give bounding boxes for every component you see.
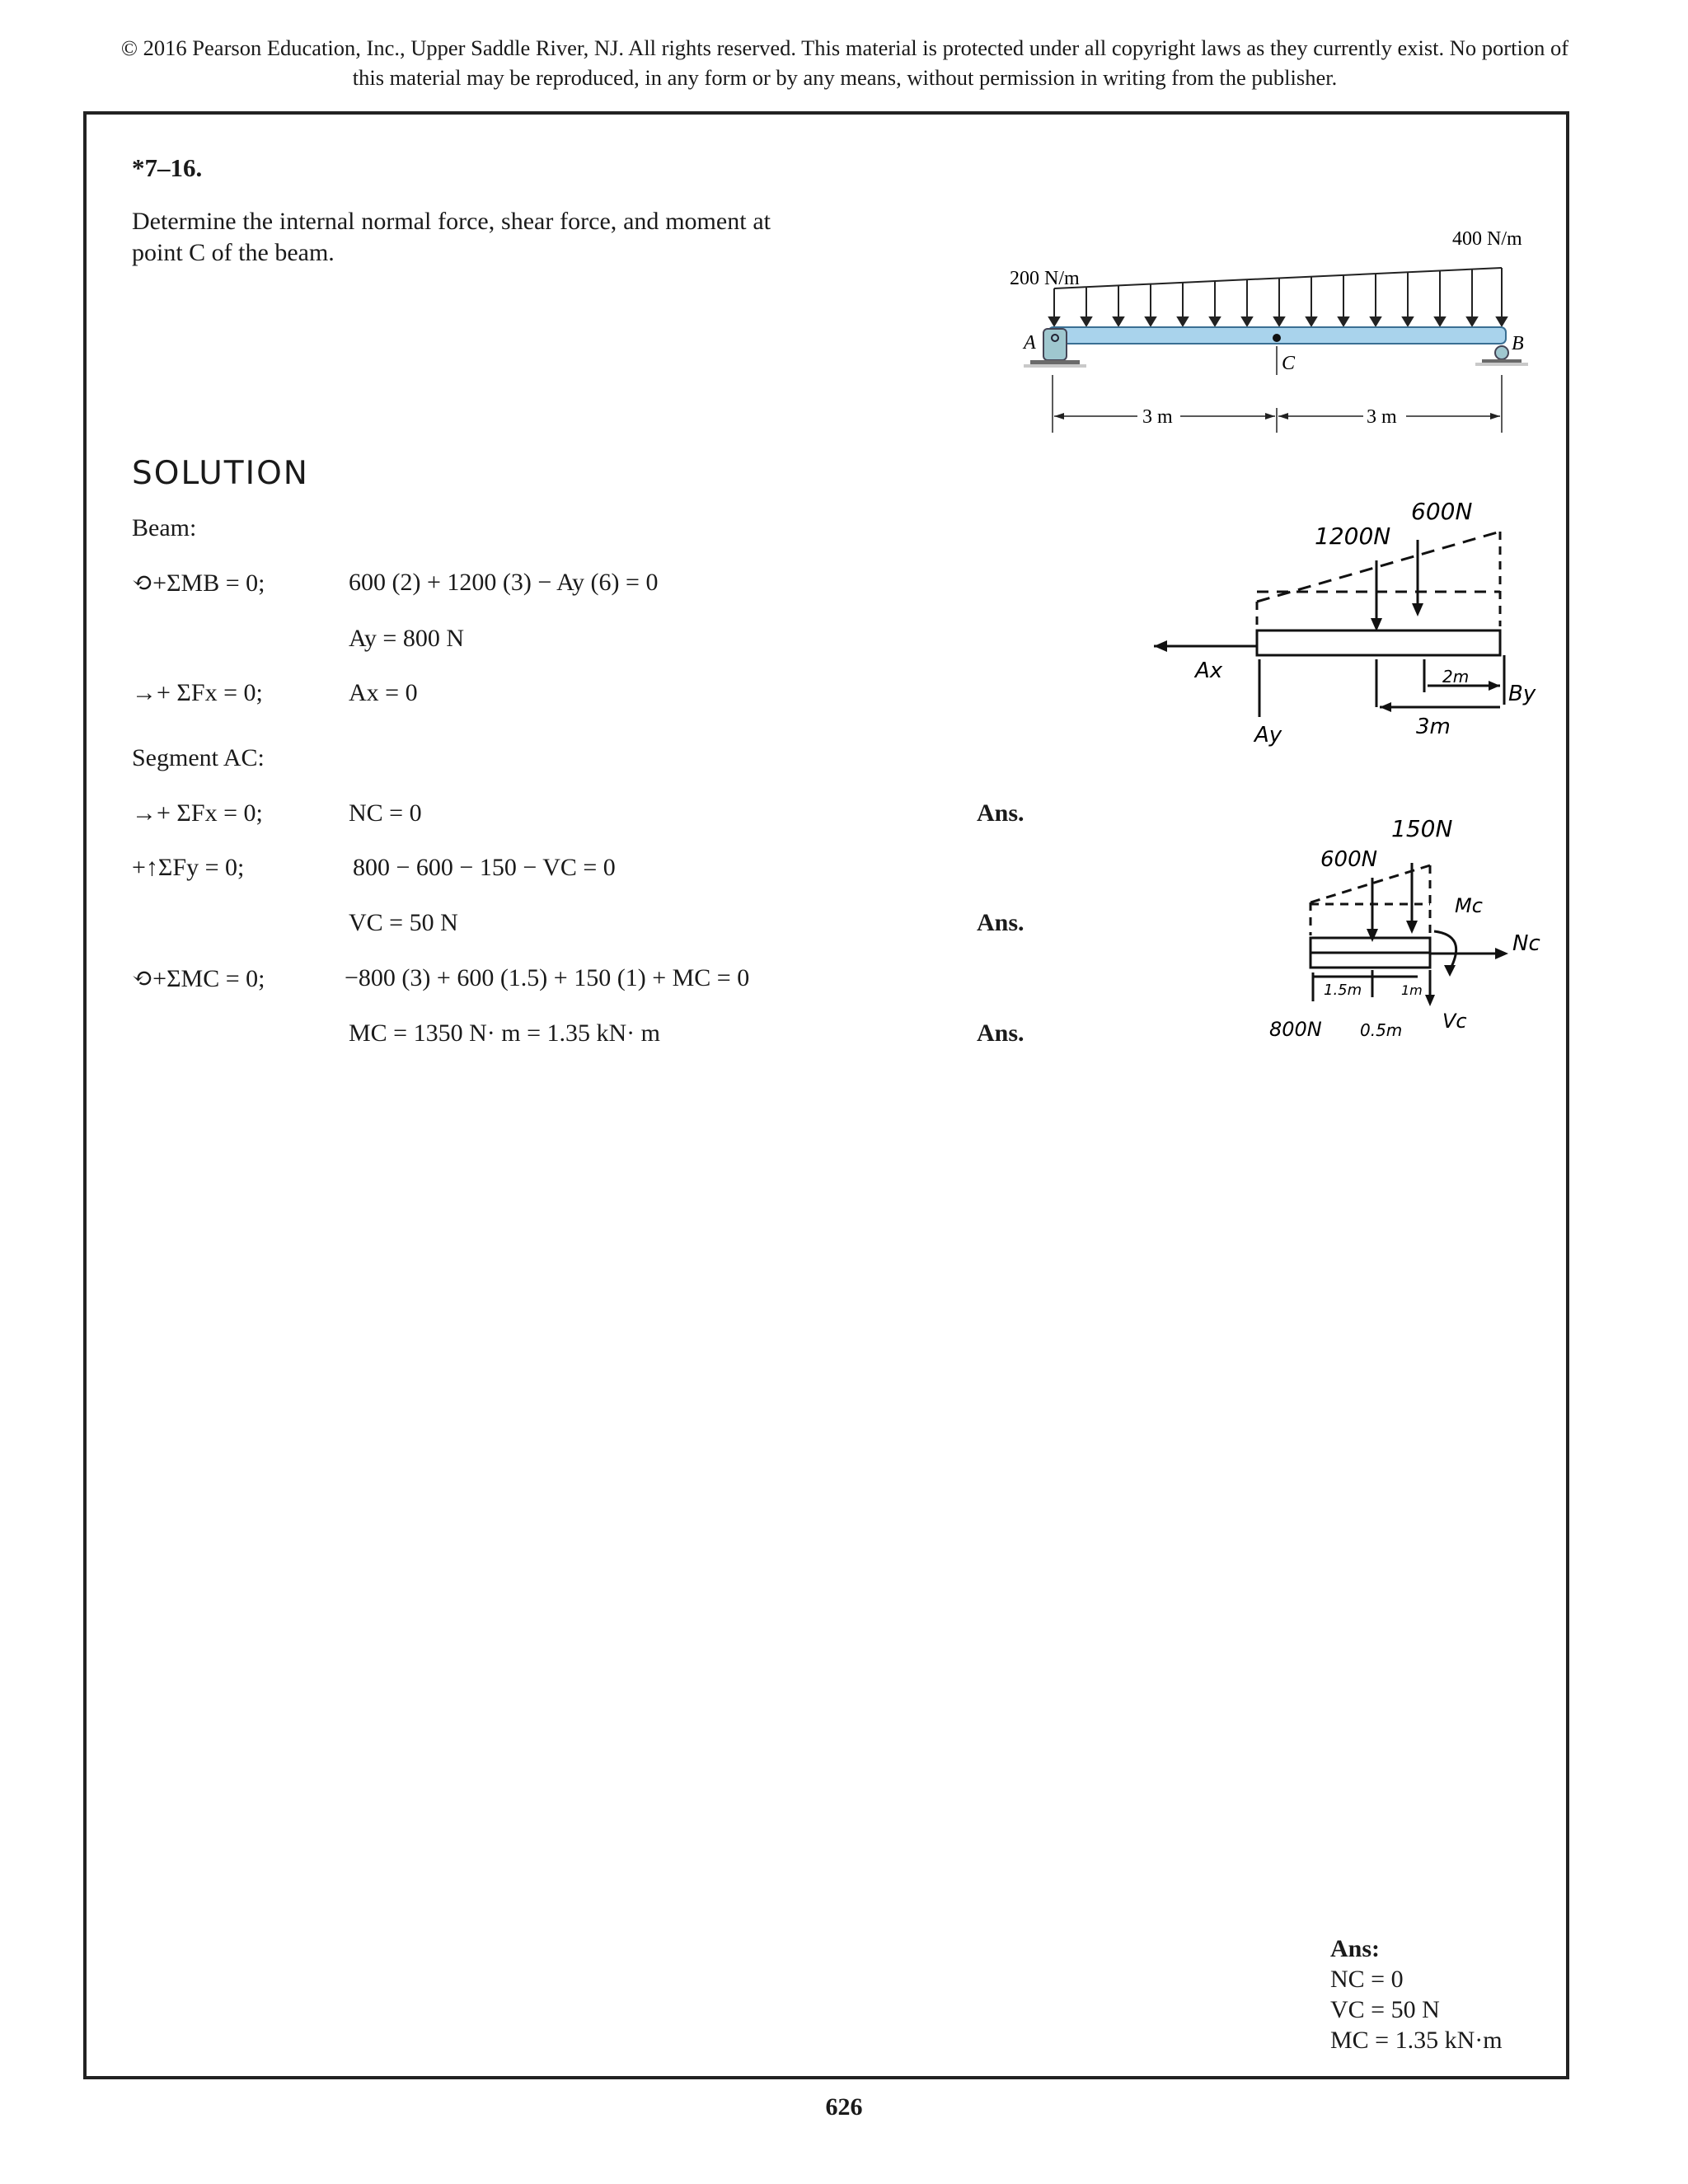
load-right-label: 400 N/m bbox=[1452, 228, 1522, 250]
condition-sum-mc: ⟲+ΣMC = 0; bbox=[132, 965, 265, 992]
label-a: A bbox=[1024, 332, 1036, 354]
result-nc: NC = 0 bbox=[349, 799, 422, 827]
result-ay: Ay = 800 N bbox=[349, 625, 464, 652]
equation-moment-b: 600 (2) + 1200 (3) − Ay (6) = 0 bbox=[349, 569, 659, 596]
final-answers-heading: Ans: bbox=[1330, 1935, 1381, 1962]
point-c bbox=[1273, 334, 1281, 342]
sketch2-dim-1-5m: 1.5m bbox=[1324, 982, 1362, 999]
load-arrows bbox=[1049, 268, 1507, 326]
dim-left: 3 m bbox=[1142, 406, 1173, 428]
beam-label: Beam: bbox=[132, 514, 197, 541]
final-answer-nc: NC = 0 bbox=[1330, 1966, 1404, 1993]
condition-sum-fy: +↑ΣFy = 0; bbox=[132, 854, 245, 881]
final-answers bbox=[1330, 1933, 1503, 2055]
problem-statement: Determine the internal normal force, shear force, and moment at point C of the beam. bbox=[132, 208, 771, 266]
sketch2-force-600: 600N bbox=[1320, 847, 1378, 872]
copyright-notice: © 2016 Pearson Education, Inc., Upper Saddle River, NJ. All rights reserved. This material is protected under all copyright laws as they currently exist. No portion of this material may be reproduced, in any form or by any means, without permission in writing from the publisher. bbox=[120, 35, 1569, 90]
ans-label-vc: Ans. bbox=[977, 909, 1025, 936]
ans-label-nc: Ans. bbox=[977, 799, 1025, 827]
sketch1-force-1200: 1200N bbox=[1315, 523, 1391, 550]
page-number: 626 bbox=[825, 2093, 863, 2121]
result-ax: Ax = 0 bbox=[349, 679, 418, 706]
result-vc: VC = 50 N bbox=[349, 909, 458, 936]
sketch2-dim-0-5m: 0.5m bbox=[1360, 1020, 1403, 1040]
sketch1-dim-3m: 3m bbox=[1416, 715, 1451, 739]
sketch2-800n: 800N bbox=[1269, 1018, 1322, 1041]
final-answer-vc: VC = 50 N bbox=[1330, 1996, 1440, 2023]
sketch2-force-150: 150N bbox=[1391, 815, 1453, 842]
condition-sum-fx-segment: →+ ΣFx = 0; bbox=[132, 799, 263, 827]
sketch1-ax: Ax bbox=[1195, 658, 1223, 683]
sketch2-vc: Vc bbox=[1442, 1010, 1467, 1033]
sketch-segment-fbd bbox=[1269, 812, 1566, 1084]
sketch-beam-fbd bbox=[1154, 494, 1566, 766]
condition-sum-mb: ⟲+ΣMB = 0; bbox=[132, 569, 265, 597]
final-answer-mc: MC = 1.35 kN·m bbox=[1330, 2027, 1503, 2054]
load-left-label: 200 N/m bbox=[1010, 268, 1080, 289]
segment-label: Segment AC: bbox=[132, 744, 265, 771]
condition-sum-fx-beam: →+ ΣFx = 0; bbox=[132, 679, 263, 706]
label-c: C bbox=[1282, 353, 1296, 374]
sketch2-mc: Mc bbox=[1455, 894, 1483, 917]
sketch1-dim-2m: 2m bbox=[1442, 667, 1470, 687]
problem-number: *7–16. bbox=[132, 153, 203, 182]
ans-label-mc: Ans. bbox=[977, 1019, 1025, 1047]
solution-heading: SOLUTION bbox=[132, 455, 309, 492]
label-b: B bbox=[1512, 333, 1524, 354]
sketch2-nc: Nc bbox=[1512, 931, 1540, 956]
sketch1-force-600: 600N bbox=[1411, 498, 1473, 525]
result-mc: MC = 1350 N· m = 1.35 kN· m bbox=[349, 1019, 661, 1047]
dim-right: 3 m bbox=[1367, 406, 1397, 428]
equation-moment-c: −800 (3) + 600 (1.5) + 150 (1) + MC = 0 bbox=[345, 964, 750, 991]
beam-figure bbox=[997, 218, 1558, 437]
sketch1-ay: Ay bbox=[1254, 723, 1282, 748]
sketch1-by: By bbox=[1508, 682, 1536, 706]
equation-vertical-forces: 800 − 600 − 150 − VC = 0 bbox=[353, 854, 616, 881]
sketch2-dim-1m: 1m bbox=[1401, 982, 1423, 998]
